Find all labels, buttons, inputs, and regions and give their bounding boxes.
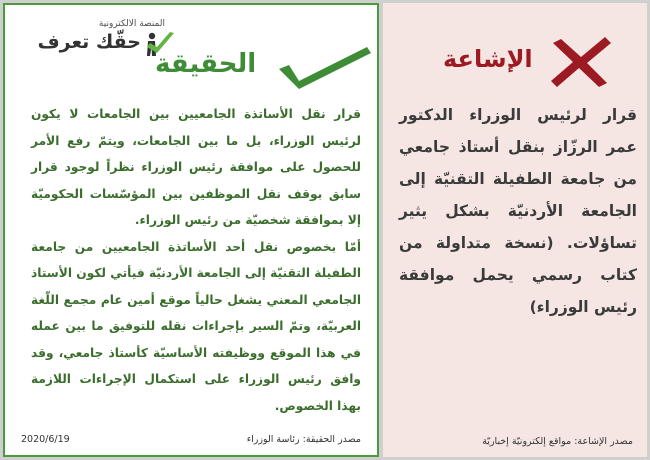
rumor-title: الإشاعة: [443, 45, 533, 73]
truth-source: مصدر الحقيقة: رئاسة الوزراء: [246, 434, 361, 445]
rumor-panel: [383, 3, 647, 457]
truth-title: الحقيقة: [155, 49, 257, 79]
rumor-source: مصدر الإشاعة: مواقع إلكترونيّة إخباريّة: [482, 436, 633, 447]
truth-paragraph: قرار نقل الأساتذة الجامعيين بين الجامعات لا يكون لرئيس الوزراء، بل ما بين الجامعات، ويتمّ رفع الأمر للحصول على موافقة رئيس الوزراء نظراً لوجود قرار سابق بوقف نقل الموظفين بين المؤسّسات الحكوميّة إلا بموافقة شخصيّة من رئيس الوزراء.: [31, 107, 361, 227]
x-mark-icon: [545, 35, 615, 89]
truth-text: [31, 101, 361, 419]
rumor-heading: [443, 35, 623, 91]
logo-subtitle: المنصة الالكترونية: [98, 19, 165, 29]
truth-paragraph: أمّا بخصوص نقل أحد الأساتذة الجامعيين من جامعة الطفيلة التقنيّة إلى الجامعة الأردنيّة فيأتي لكون الأستاذ الجامعي المعني يشغل حالياً موقع أمين عام مجمع اللّغة العربيّة، وتمّ السير بإجراءات نقله للتوفيق ما بين عمله في هذا الموقع ووظيفته الأساسيّة كأستاذ جامعي، وقد وافق رئيس الوزراء على استكمال الإجراءات اللازمة بهذا الخصوص.: [31, 239, 361, 413]
logo-title: حقّك تعرف: [37, 31, 141, 53]
check-mark-icon: [275, 43, 375, 91]
publish-date: 2020/6/19: [21, 434, 70, 445]
truth-heading: [155, 43, 377, 95]
rumor-text: قرار لرئيس الوزراء الدكتور عمر الرزّاز بنقل أستاذ جامعي من جامعة الطفيلة التقنيّة إلى الجامعة الأردنيّة بشكل يثير تساؤلات. (نسخة متداولة من كتاب رسمي يحمل موافقة رئيس الوزراء): [399, 106, 637, 316]
truth-panel: [3, 3, 379, 457]
platform-logo: [25, 19, 175, 63]
